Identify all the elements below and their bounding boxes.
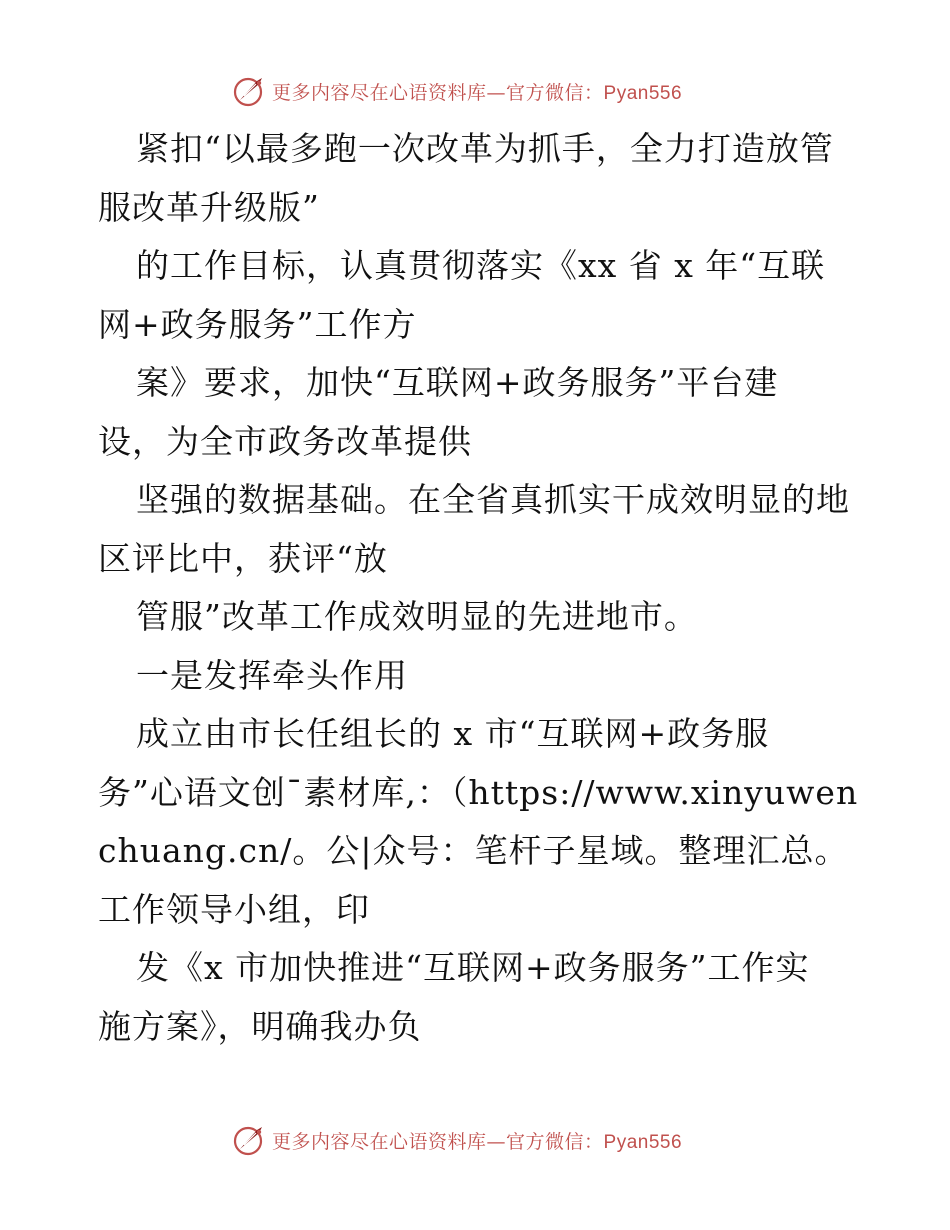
text-line: 紧扣“以最多跑一次改革为抓手，全力打造放管 [136,129,834,168]
text-line: 网+政务服务”工作方 [98,304,417,344]
text-line: 发《x 市加快推进“互联网+政务服务”工作实 [136,948,810,987]
document-body [98,120,858,1056]
footer-wechat-id: Pyan556 [603,1131,683,1153]
text-line: 区评比中，获评“放 [98,538,388,578]
text-line: 成立由市长任组长的 x 市“互联网+政务服 [136,714,770,753]
text-line: 的工作目标，认真贯彻落实《xx 省 x 年“互联 [136,246,826,285]
footer-banner-label: 更多内容尽在心语资料库—官方微信： [272,1130,604,1153]
text-line: 管服”改革工作成效明显的先进地市。 [136,597,698,636]
footer-banner [232,1123,712,1157]
quill-pen-logo-icon [232,1123,268,1157]
text-line: 施方案》，明确我办负 [98,1006,422,1046]
quill-pen-logo-icon [232,74,268,108]
text-line: 设，为全市政务改革提供 [98,421,472,461]
text-line: 案》要求，加快“互联网+政务服务”平台建 [136,363,779,402]
text-line: 服改革升级版” [98,187,320,227]
header-banner-label: 更多内容尽在心语资料库—官方微信： [272,81,604,104]
footer-banner-text [272,1127,682,1154]
text-line: 一是发挥牵头作用 [136,655,408,695]
text-line: 坚强的数据基础。在全省真抓实干成效明显的地 [136,480,850,519]
text-line: 工作领导小组，印 [98,889,370,929]
header-wechat-id: Pyan556 [603,82,683,104]
text-line: chuang.cn/。公|众号：笔杆子星域。整理汇总。 [98,831,849,870]
header-banner [232,74,712,108]
text-line: 务”心语文创¯素材库,：（https://www.xinyuwen [98,772,858,812]
header-banner-text [272,78,682,105]
